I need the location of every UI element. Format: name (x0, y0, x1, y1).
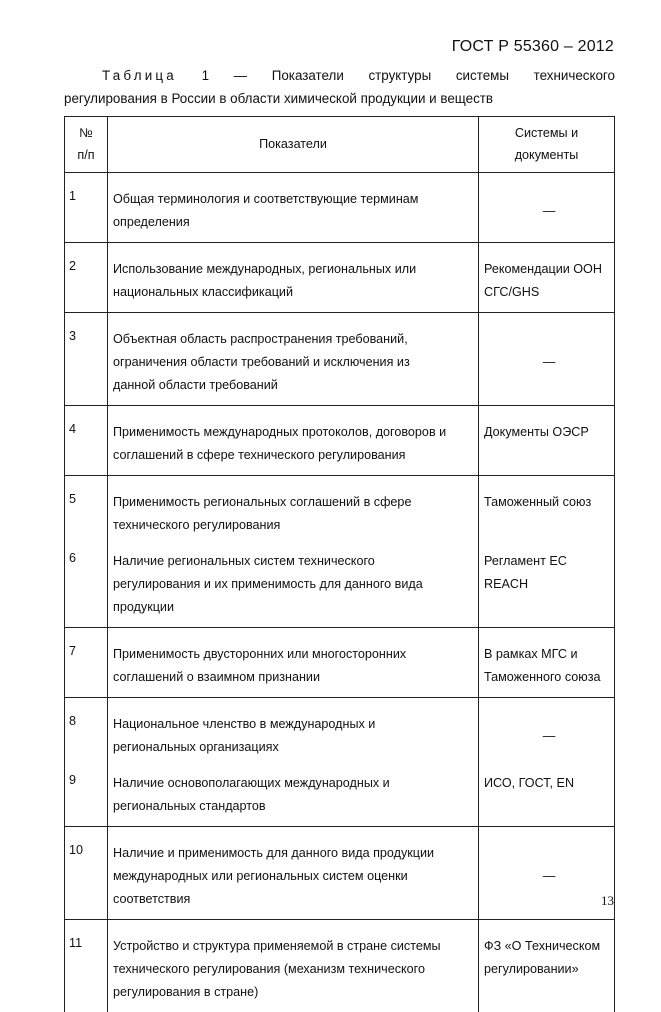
indicator-line: национальных классификаций (113, 285, 293, 299)
indicator-line: Общая терминология и соответствующие терминам (113, 192, 419, 206)
systems-line: В рамках МГС и (484, 647, 578, 661)
systems-line: Таможенного союза (484, 670, 601, 684)
gap-cell (65, 628, 108, 637)
indicator-line: соответствия (113, 892, 191, 906)
row-indicator (108, 636, 479, 698)
table-row (65, 706, 615, 765)
indicator-line: определения (113, 215, 190, 229)
row-systems (479, 181, 615, 243)
empty-dash: — (542, 203, 556, 218)
caption-word-table: Таблица (102, 68, 177, 83)
empty-dash: — (542, 869, 556, 883)
indicator-line: регулирования в стране) (113, 985, 259, 999)
caption-word: структуры (368, 68, 432, 83)
row-gap (65, 243, 615, 252)
indicator-line: регулирования и их применимость для данного вида (113, 577, 423, 591)
row-indicator (108, 484, 479, 543)
caption-dash: — (233, 68, 248, 83)
gap-cell (108, 476, 479, 485)
gap-cell (479, 313, 615, 322)
systems-line: REACH (484, 577, 529, 591)
row-number: 7 (65, 636, 108, 698)
row-gap (65, 476, 615, 485)
gap-cell (108, 920, 479, 929)
gap-cell (108, 406, 479, 415)
row-gap (65, 406, 615, 415)
row-gap (65, 920, 615, 929)
header-indicators (108, 117, 479, 173)
gap-cell (65, 173, 108, 182)
gap-cell (108, 313, 479, 322)
table-row (65, 543, 615, 628)
caption-word: системы (455, 68, 509, 83)
caption-line-1 (64, 64, 615, 87)
row-number: 5 (65, 484, 108, 543)
gap-cell (108, 698, 479, 707)
gap-cell (65, 698, 108, 707)
row-gap (65, 628, 615, 637)
empty-dash: — (542, 728, 556, 743)
gap-cell (108, 628, 479, 637)
gap-cell (479, 476, 615, 485)
indicator-line: ограничения области требований и исключения из (113, 355, 410, 369)
gap-cell (108, 173, 479, 182)
indicator-line: Применимость региональных соглашений в сфере (113, 495, 412, 509)
row-gap (65, 173, 615, 182)
gap-cell (479, 243, 615, 252)
gap-cell (479, 920, 615, 929)
indicator-line: Применимость двусторонних или многосторонних (113, 647, 407, 661)
header-indicators-label: Показатели (259, 137, 327, 151)
header-systems-line2: документы (514, 148, 579, 162)
page-number: 13 (601, 893, 614, 908)
systems-line: ИСО, ГОСТ, EN (484, 776, 575, 790)
table-header-row (65, 117, 615, 173)
systems-line: Рекомендации ООН (484, 262, 602, 276)
empty-dash: — (542, 355, 556, 369)
row-indicator (108, 321, 479, 406)
indicator-line: технического регулирования (113, 518, 281, 532)
gap-cell (479, 628, 615, 637)
row-indicator (108, 928, 479, 1012)
row-systems (479, 765, 615, 827)
row-systems (479, 321, 615, 406)
table-row (65, 251, 615, 313)
indicator-line: Устройство и структура применяемой в стране системы (113, 939, 441, 953)
row-gap (65, 313, 615, 322)
header-number-line1: № (79, 126, 93, 140)
indicator-line: Национальное членство в международных и (113, 717, 376, 731)
indicator-line: Наличие основополагающих международных и (113, 776, 390, 790)
table-row (65, 636, 615, 698)
indicator-line: региональных стандартов (113, 799, 266, 813)
indicator-line: соглашений в сфере технического регулирования (113, 448, 406, 462)
systems-line: ФЗ «О Техническом (484, 939, 601, 953)
indicator-line: Использование международных, региональных или (113, 262, 417, 276)
systems-line: Таможенный союз (484, 495, 592, 509)
table-row (65, 484, 615, 543)
row-systems (479, 706, 615, 765)
row-number: 2 (65, 251, 108, 313)
gap-cell (479, 406, 615, 415)
gap-cell (479, 698, 615, 707)
table-row (65, 321, 615, 406)
gap-cell (65, 313, 108, 322)
table-caption (64, 64, 615, 110)
indicator-line: данной области требований (113, 378, 278, 392)
table-row (65, 928, 615, 1012)
row-gap (65, 827, 615, 836)
systems-line: регулировании» (484, 962, 579, 976)
row-indicator (108, 181, 479, 243)
gap-cell (65, 243, 108, 252)
row-indicator (108, 706, 479, 765)
gap-cell (479, 173, 615, 182)
systems-line: СГС/GHS (484, 285, 540, 299)
row-number: 11 (65, 928, 108, 1012)
document-code-header: ГОСТ Р 55360 – 2012 (451, 38, 614, 55)
indicator-line: Объектная область распространения требований, (113, 332, 408, 346)
row-systems (479, 835, 615, 920)
row-indicator (108, 251, 479, 313)
caption-table-number: 1 (201, 68, 210, 83)
row-systems (479, 543, 615, 628)
table-row (65, 765, 615, 827)
row-gap (65, 698, 615, 707)
row-systems (479, 251, 615, 313)
systems-line: Документы ОЭСР (484, 425, 589, 439)
header-number-line2: п/п (77, 148, 95, 162)
row-systems (479, 484, 615, 543)
indicator-line: Наличие региональных систем технического (113, 554, 375, 568)
gap-cell (479, 827, 615, 836)
row-indicator (108, 414, 479, 476)
indicators-table (64, 116, 615, 1012)
indicator-line: региональных организациях (113, 740, 279, 754)
table-row (65, 835, 615, 920)
indicator-line: соглашений о взаимном признании (113, 670, 320, 684)
indicator-line: Наличие и применимость для данного вида продукции (113, 846, 435, 860)
gap-cell (65, 920, 108, 929)
caption-word: технического (533, 68, 615, 83)
table-row (65, 181, 615, 243)
row-number: 10 (65, 835, 108, 920)
indicator-line: Применимость международных протоколов, договоров и (113, 425, 447, 439)
gap-cell (108, 243, 479, 252)
gap-cell (65, 406, 108, 415)
row-systems (479, 636, 615, 698)
header-systems-line1: Системы и (514, 126, 579, 140)
row-number: 8 (65, 706, 108, 765)
indicator-line: международных или региональных систем оценки (113, 869, 408, 883)
row-systems (479, 414, 615, 476)
row-number: 4 (65, 414, 108, 476)
systems-line: Регламент ЕС (484, 554, 567, 568)
header-number (65, 117, 108, 173)
row-indicator (108, 765, 479, 827)
header-systems (479, 117, 615, 173)
row-number: 3 (65, 321, 108, 406)
table-row (65, 414, 615, 476)
caption-line-2: регулирования в России в области химической продукции и веществ (64, 91, 494, 106)
row-indicator (108, 835, 479, 920)
indicator-line: технического регулирования (механизм технического (113, 962, 425, 976)
row-number: 1 (65, 181, 108, 243)
row-systems (479, 928, 615, 1012)
indicator-line: продукции (113, 600, 174, 614)
row-number: 9 (65, 765, 108, 827)
gap-cell (108, 827, 479, 836)
caption-word: Показатели (271, 68, 344, 83)
row-indicator (108, 543, 479, 628)
gap-cell (65, 827, 108, 836)
row-number: 6 (65, 543, 108, 628)
gap-cell (65, 476, 108, 485)
